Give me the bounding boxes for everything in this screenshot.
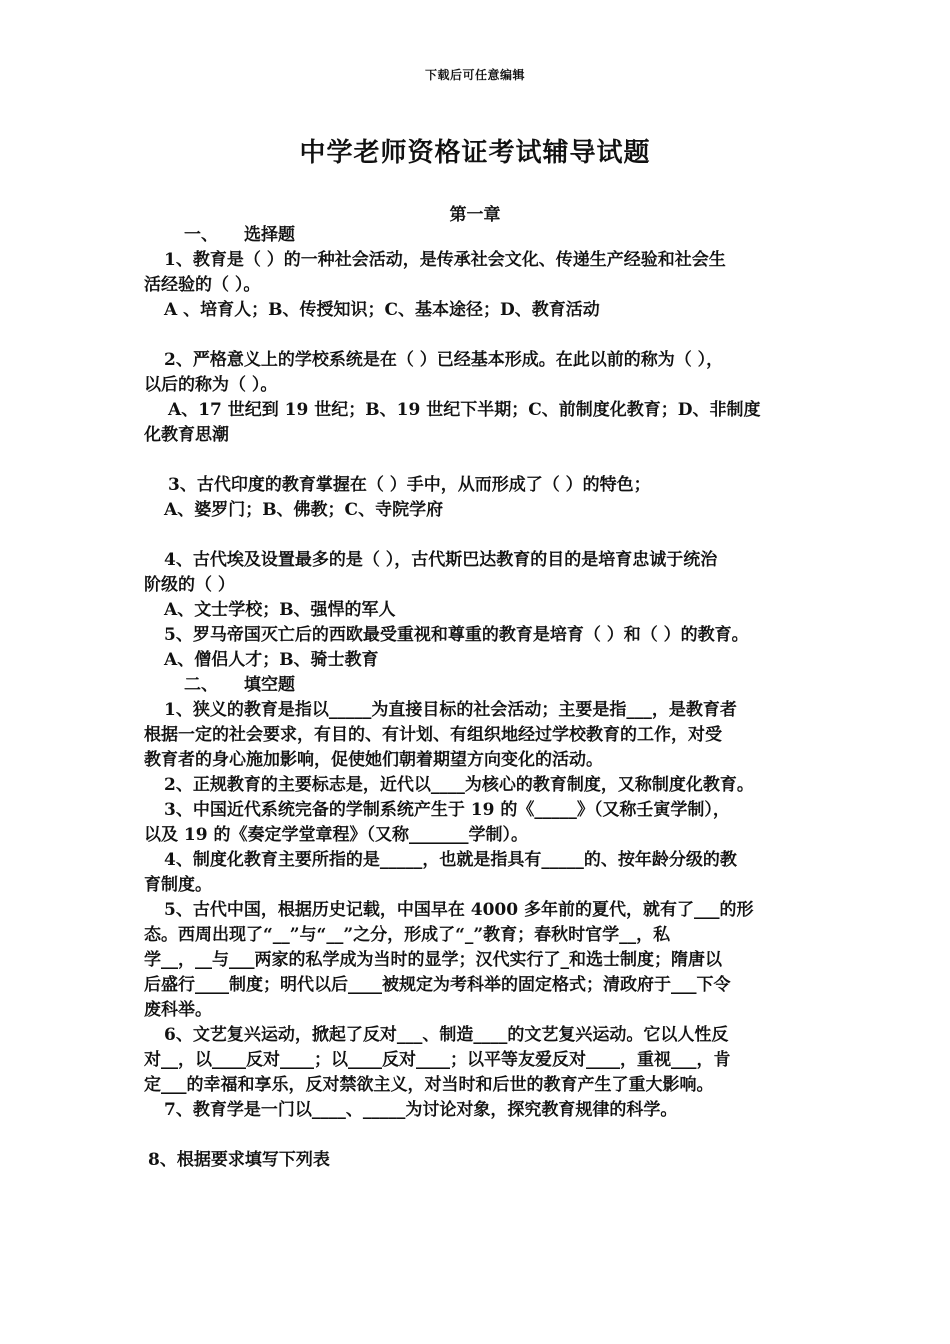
question-4-line-2: 阶级的（ ）: [144, 575, 235, 595]
fill-4-line-2: 育制度。: [144, 875, 212, 895]
question-3-line-1: 3、古代印度的教育掌握在（ ）手中，从而形成了（ ）的特色；: [168, 475, 651, 495]
section-number: 一、: [184, 225, 218, 245]
section-label: 选择题: [244, 225, 295, 245]
question-1-line-1: 1、教育是（ ）的一种社会活动，是传承社会文化、传递生产经验和社会生: [164, 250, 726, 270]
fill-1-line-3: 教育者的身心施加影响，促使她们朝着期望方向变化的活动。: [144, 750, 603, 770]
fill-5-line-5: 废科举。: [144, 1000, 212, 1020]
question-3-options: A、婆罗门；B、佛教；C、寺院学府: [164, 500, 444, 520]
question-5-line-1: 5、罗马帝国灭亡后的西欧最受重视和尊重的教育是培育（ ）和（ ）的教育。: [164, 625, 749, 645]
chapter-heading: 第一章: [449, 205, 501, 225]
section-heading-fill: [144, 673, 816, 698]
fill-6-line-3: 定___的幸福和享乐，反对禁欲主义，对当时和后世的教育产生了重大影响。: [144, 1075, 714, 1095]
document-body: [144, 223, 816, 1173]
fill-6-line-2: 对__，以____反对____；以____反对____；以平等友爱反对____，重视___，肯: [144, 1050, 731, 1070]
question-4-options: A、文士学校；B、强悍的军人: [164, 600, 396, 620]
fill-2-line-1: 2、正规教育的主要标志是，近代以____为核心的教育制度，又称制度化教育。: [164, 775, 754, 795]
question-1-line-2: 活经验的（ ）。: [144, 275, 261, 295]
fill-5-line-2: 态。西周出现了“__”与“__”之分，形成了“_”教育；春秋时官学__，私: [144, 925, 671, 945]
fill-3-line-1: 3、中国近代系统完备的学制系统产生于 19 的《_____》（又称壬寅学制），: [164, 800, 730, 820]
fill-5-line-1: 5、古代中国，根据历史记载，中国早在 4000 多年前的夏代，就有了___的形: [164, 900, 754, 920]
fill-5-line-4: 后盛行____制度；明代以后____被规定为考科举的固定格式；清政府于___下令: [144, 975, 731, 995]
page-header: 下载后可任意编辑: [424, 68, 525, 82]
fill-1-line-2: 根据一定的社会要求，有目的、有计划、有组织地经过学校教育的工作，对受: [144, 725, 722, 745]
question-2-line-1: 2、严格意义上的学校系统是在（ ）已经基本形成。在此以前的称为（ ），: [164, 350, 724, 370]
section-label: 填空题: [244, 675, 295, 695]
fill-1-line-1: 1、狭义的教育是指以_____为直接目标的社会活动；主要是指___，是教育者: [164, 700, 737, 720]
fill-7-line-1: 7、教育学是一门以____、_____为讨论对象，探究教育规律的科学。: [164, 1100, 678, 1120]
question-2-line-2: 以后的称为（ ）。: [144, 375, 278, 395]
fill-3-line-2: 以及 19 的《奏定学堂章程》（又称_______学制）。: [144, 825, 528, 845]
question-1-options: A 、培育人；B、传授知识；C、基本途径；D、教育活动: [164, 300, 600, 320]
question-2-options-2: 化教育思潮: [144, 425, 229, 445]
section-heading-choice: [144, 223, 816, 248]
page-title: 中学老师资格证考试辅导试题: [299, 138, 651, 168]
fill-5-line-3: 学__，__与___两家的私学成为当时的显学；汉代实行了_和选士制度；隋唐以: [144, 950, 722, 970]
fill-6-line-1: 6、文艺复兴运动，掀起了反对___、制造____的文艺复兴运动。它以人性反: [164, 1025, 729, 1045]
question-2-options-1: A、17 世纪到 19 世纪；B、19 世纪下半期；C、前制度化教育；D、非制度: [168, 400, 761, 420]
question-4-line-1: 4、古代埃及设置最多的是（ ），古代斯巴达教育的目的是培育忠诚于统治: [164, 550, 718, 570]
section-number: 二、: [184, 675, 218, 695]
fill-8-line-1: 8、根据要求填写下列表: [148, 1150, 330, 1170]
fill-4-line-1: 4、制度化教育主要所指的是_____，也就是指具有_____的、按年龄分级的教: [164, 850, 737, 870]
question-5-options: A、僧侣人才；B、骑士教育: [164, 650, 379, 670]
